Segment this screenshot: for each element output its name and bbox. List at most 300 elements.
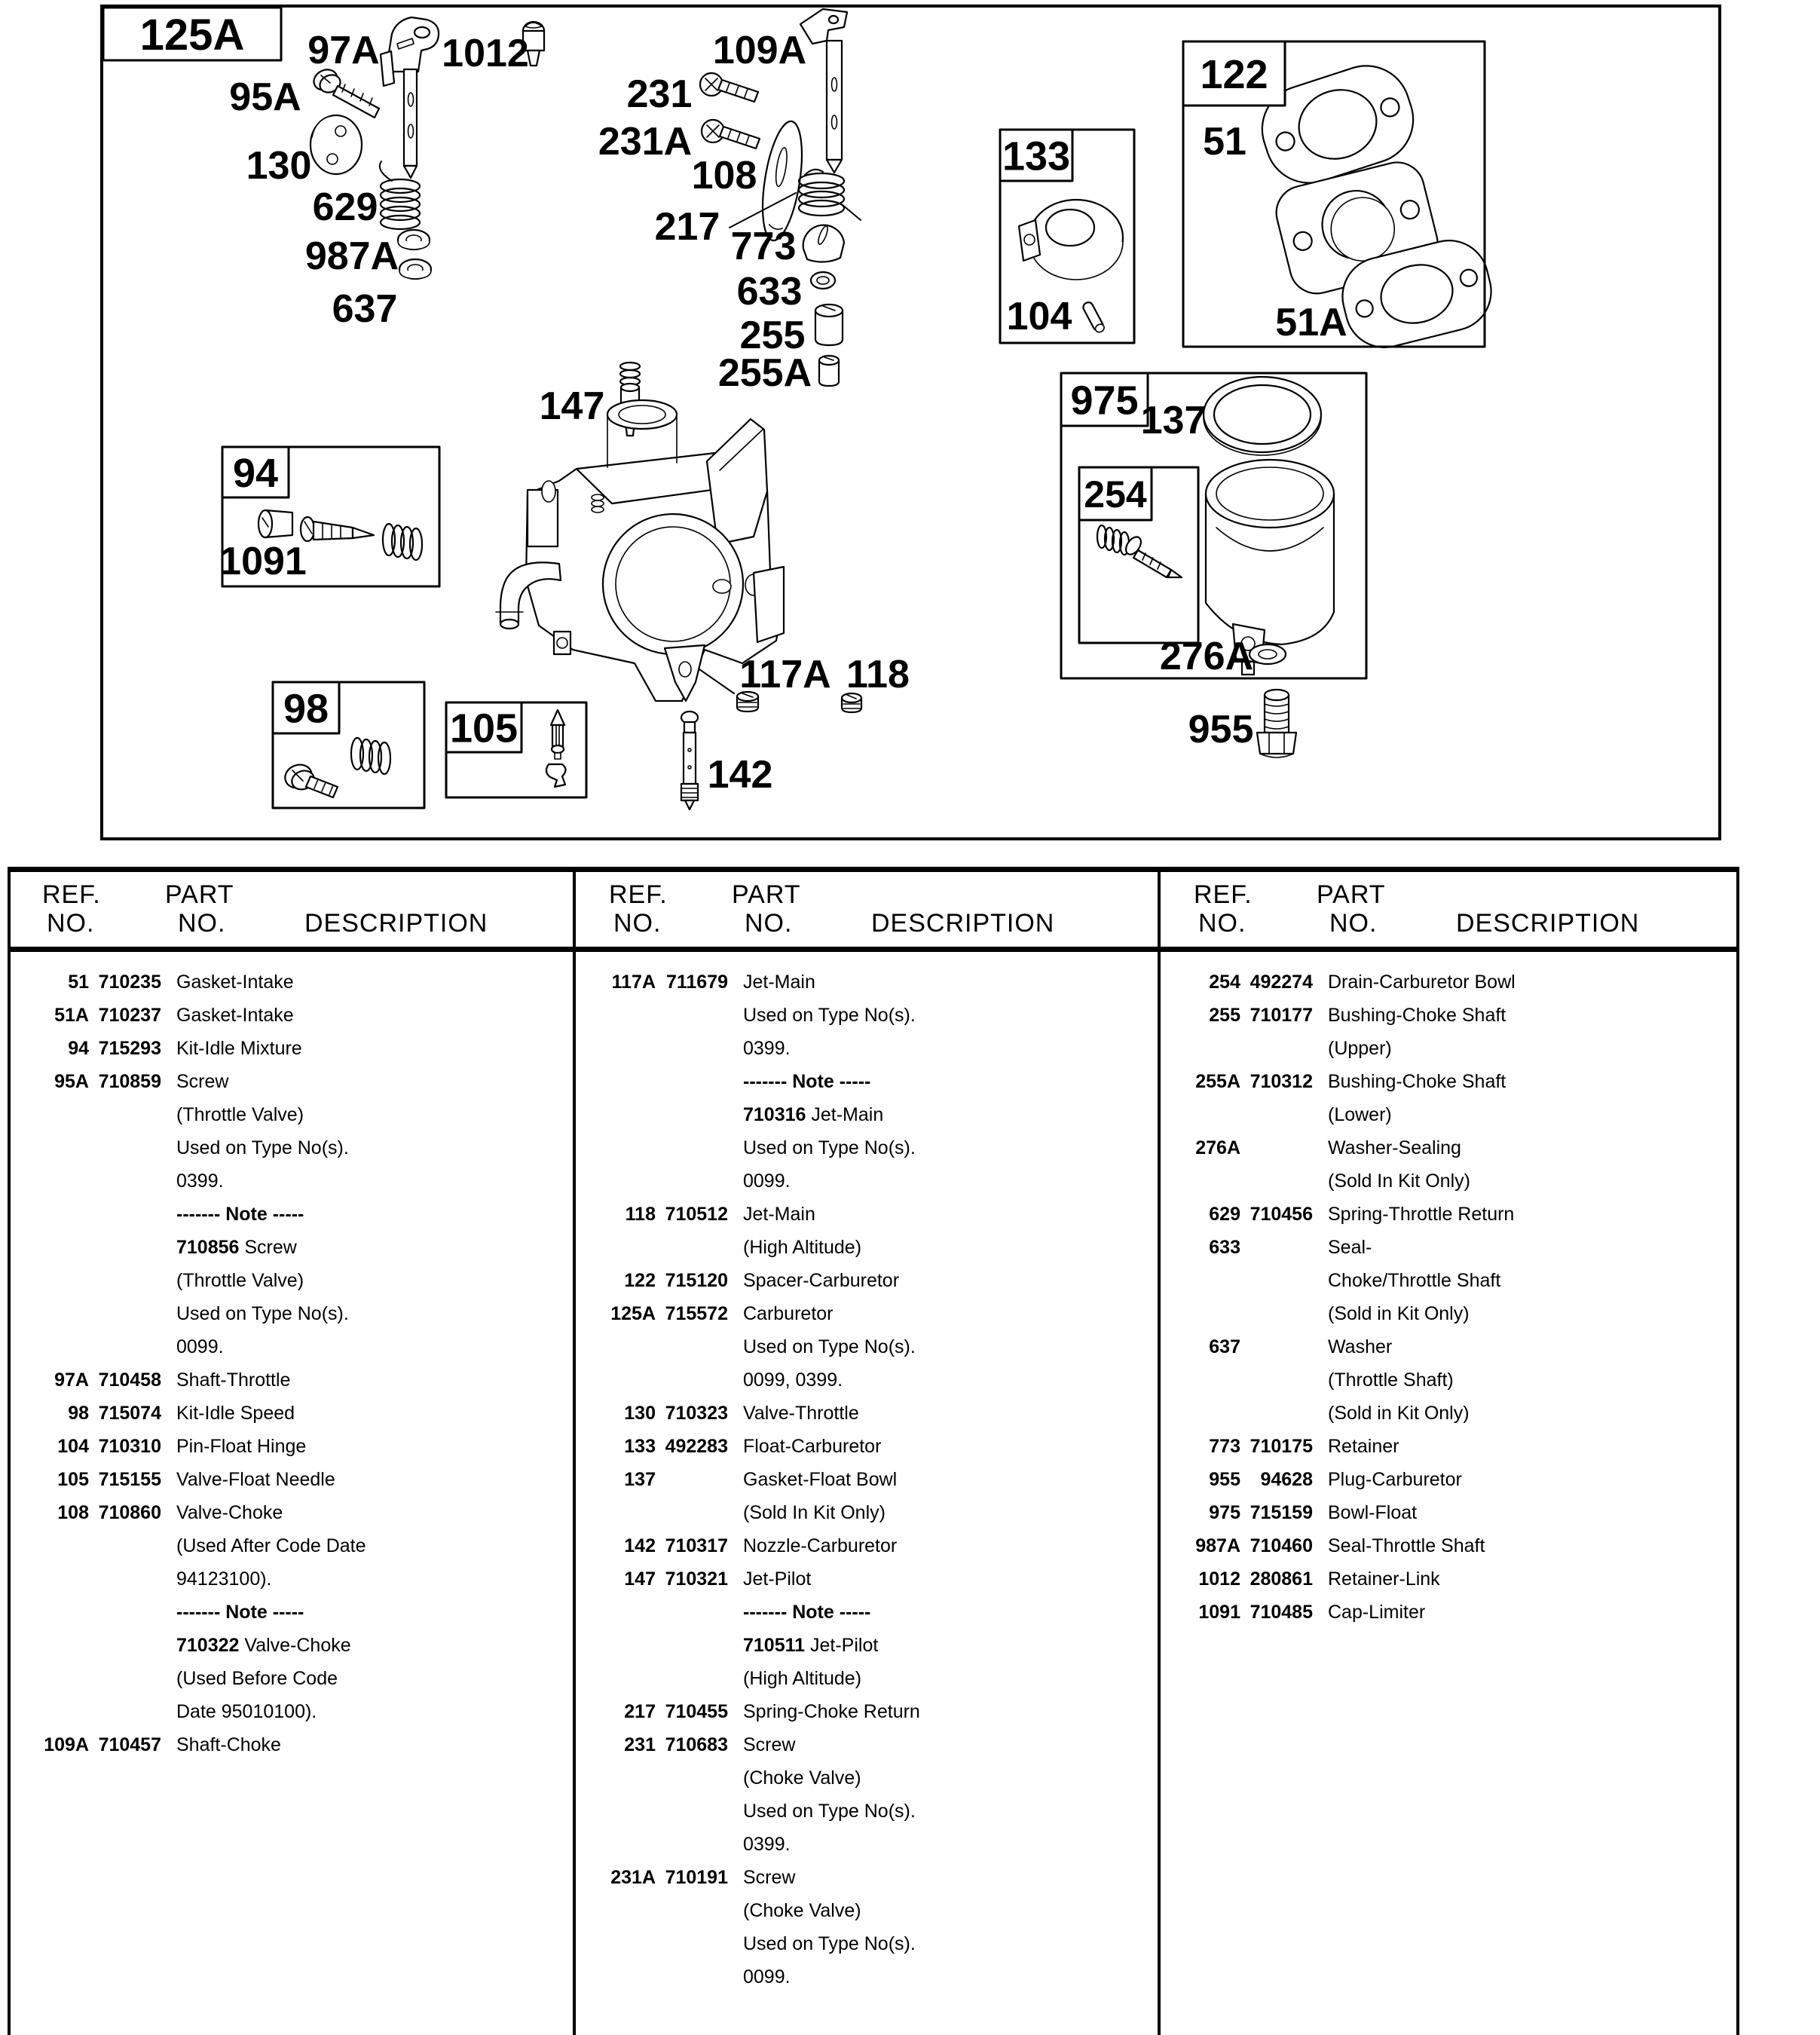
part-no: 710457 xyxy=(98,1734,161,1755)
table-right-border xyxy=(1736,867,1739,2035)
table-row xyxy=(11,1728,571,1761)
description-bold-segment: 710316 xyxy=(743,1104,812,1125)
description xyxy=(1328,1104,1392,1125)
table-row-continuation xyxy=(11,1164,571,1198)
description xyxy=(1328,1535,1485,1556)
description xyxy=(1328,1038,1392,1059)
description-segment: Used on Type No(s). xyxy=(743,1137,916,1158)
table-row-continuation xyxy=(11,1198,571,1231)
box-label-94: 94 xyxy=(232,450,279,496)
description xyxy=(1328,1369,1454,1391)
carburetor-plug-drawing xyxy=(1257,690,1296,757)
table-row-continuation xyxy=(1162,1032,1723,1065)
table-row xyxy=(1162,1198,1723,1231)
callout-label-255: 255 xyxy=(739,314,806,357)
description xyxy=(1328,1204,1514,1225)
description-segment: Retainer xyxy=(1328,1436,1399,1457)
description xyxy=(176,1270,304,1291)
table-row-continuation xyxy=(1162,1264,1723,1297)
description-segment: Valve-Choke xyxy=(244,1635,351,1656)
table-row xyxy=(577,1198,1138,1231)
table-row-continuation xyxy=(11,1629,571,1662)
ref-no: 133 xyxy=(624,1436,656,1457)
description-segment: Spacer-Carburetor xyxy=(743,1270,900,1291)
description xyxy=(176,1303,349,1324)
part-no: 711679 xyxy=(665,972,728,993)
table-row xyxy=(577,1728,1138,1761)
table-row-continuation xyxy=(577,1098,1138,1131)
float-needle-valve-drawing xyxy=(546,710,566,787)
description xyxy=(176,1436,306,1457)
description-segment: (Throttle Valve) xyxy=(176,1270,304,1291)
table-row xyxy=(1162,1562,1723,1596)
callout-label-276A: 276A xyxy=(1159,635,1254,678)
table-row xyxy=(1162,1496,1723,1529)
description-segment: (Sold In Kit Only) xyxy=(1328,1171,1470,1192)
callout-label-1012: 1012 xyxy=(442,32,529,75)
box-label-105: 105 xyxy=(449,705,518,751)
part-no: 710485 xyxy=(1250,1602,1313,1623)
description-segment: 0399. xyxy=(176,1171,224,1192)
throttle-shaft-seal-drawing xyxy=(398,230,431,279)
choke-return-spring-drawing xyxy=(799,170,861,220)
description-segment: 94123100). xyxy=(176,1568,272,1590)
description xyxy=(1328,1071,1506,1092)
description-segment: Kit-Idle Speed xyxy=(176,1403,295,1424)
table-row xyxy=(1162,1529,1723,1562)
description-segment: Jet-Main xyxy=(811,1104,884,1125)
description-segment: Bowl-Float xyxy=(1328,1502,1418,1523)
part-no: 94628 xyxy=(1260,1469,1313,1490)
ref-no: 975 xyxy=(1209,1502,1240,1523)
table-row-continuation xyxy=(11,1330,571,1363)
description-segment: Used on Type No(s). xyxy=(743,1801,916,1822)
description-bold-segment: ------- Note ----- xyxy=(743,1071,871,1092)
ref-no: 95A xyxy=(54,1071,89,1092)
part-no: 492283 xyxy=(665,1436,728,1457)
description xyxy=(1328,1171,1470,1192)
table-row xyxy=(577,1297,1138,1330)
description xyxy=(743,1237,861,1258)
part-no: 710177 xyxy=(1250,1005,1313,1026)
idle-speed-kit-drawing xyxy=(282,738,390,797)
table-row-continuation xyxy=(577,1164,1138,1198)
header-ref1-col1: REF. xyxy=(42,880,101,909)
description xyxy=(743,1801,916,1822)
ref-no: 51 xyxy=(68,972,89,993)
description xyxy=(743,1204,815,1225)
description-bold-segment: ------- Note ----- xyxy=(176,1204,304,1225)
ref-no: 94 xyxy=(68,1038,89,1059)
choke-valve-screw-231a-drawing xyxy=(702,120,760,148)
table-row xyxy=(577,1463,1138,1496)
part-no: 710310 xyxy=(98,1436,161,1457)
description-segment: Gasket-Float Bowl xyxy=(743,1469,898,1490)
table-row xyxy=(11,1065,571,1098)
ref-no: 1091 xyxy=(1198,1602,1240,1623)
ref-no: 637 xyxy=(1209,1336,1240,1357)
table-row xyxy=(11,1397,571,1430)
callout-label-773: 773 xyxy=(730,225,797,268)
box-label-975: 975 xyxy=(1070,378,1139,424)
description xyxy=(176,1502,283,1523)
ref-no: 255 xyxy=(1209,1005,1240,1026)
table-row xyxy=(1162,1463,1723,1496)
table-row-continuation xyxy=(577,1131,1138,1164)
ref-no: 231 xyxy=(624,1734,656,1755)
description-segment: Seal-Throttle Shaft xyxy=(1328,1535,1485,1556)
table-row-continuation xyxy=(11,1662,571,1695)
table-column-2 xyxy=(577,965,1138,1994)
callout-label-142: 142 xyxy=(707,753,773,797)
description-segment: (Choke Valve) xyxy=(743,1900,861,1921)
description xyxy=(743,1966,791,1988)
description-segment: Bushing-Choke Shaft xyxy=(1328,1071,1506,1092)
table-row-continuation xyxy=(11,1529,571,1562)
description xyxy=(176,1171,224,1192)
description-segment: Washer xyxy=(1328,1336,1393,1357)
table-row-continuation xyxy=(11,1562,571,1596)
description-segment: Nozzle-Carburetor xyxy=(743,1535,898,1556)
part-no: 710191 xyxy=(665,1867,728,1888)
callout-label-629: 629 xyxy=(312,185,378,229)
header-ref1-col2: REF. xyxy=(609,880,668,909)
description-segment: Jet-Main xyxy=(743,972,815,993)
choke-throttle-shaft-seal-drawing xyxy=(811,272,835,289)
description xyxy=(743,972,815,993)
ref-no: 231A xyxy=(610,1867,656,1888)
header-part1-col2: PART xyxy=(732,880,801,909)
table-row xyxy=(577,1695,1138,1728)
table-row-continuation xyxy=(1162,1297,1723,1330)
description-bold-segment: 710856 xyxy=(176,1237,245,1258)
header-part1-col3: PART xyxy=(1317,880,1386,909)
description-segment: Jet-Pilot xyxy=(743,1568,812,1590)
sealing-washer-drawing xyxy=(1250,644,1286,664)
description xyxy=(743,1403,859,1424)
callout-label-109A: 109A xyxy=(712,29,807,72)
part-no: 715572 xyxy=(665,1303,728,1324)
description-segment: Drain-Carburetor Bowl xyxy=(1328,972,1516,993)
description-segment: Retainer-Link xyxy=(1328,1568,1440,1590)
table-top-border xyxy=(8,867,1739,872)
table-row-continuation xyxy=(1162,1363,1723,1397)
ref-no: 108 xyxy=(57,1502,89,1523)
description xyxy=(176,972,294,993)
header-ref2-col2: NO. xyxy=(613,909,662,938)
table-row xyxy=(1162,965,1723,999)
callout-label-987A: 987A xyxy=(304,234,399,278)
description xyxy=(743,1038,791,1059)
part-no: 492274 xyxy=(1250,972,1313,993)
part-no: 710860 xyxy=(98,1502,161,1523)
description xyxy=(743,1005,916,1026)
table-row-continuation xyxy=(11,1695,571,1728)
description xyxy=(176,1734,281,1755)
throttle-shaft-drawing xyxy=(381,17,439,178)
part-no: 710175 xyxy=(1250,1436,1313,1457)
description xyxy=(743,1336,916,1357)
description-segment: (High Altitude) xyxy=(743,1237,862,1258)
header-ref2-col3: NO. xyxy=(1198,909,1246,938)
description xyxy=(176,1602,304,1623)
table-row-continuation xyxy=(11,1231,571,1264)
description xyxy=(1328,1502,1417,1523)
table-row-continuation xyxy=(577,1761,1138,1795)
header-desc-col3: DESCRIPTION xyxy=(1456,909,1640,938)
box-label-98: 98 xyxy=(283,686,329,732)
choke-valve-screw-231-drawing xyxy=(700,73,758,102)
part-no: 710323 xyxy=(665,1403,728,1424)
description xyxy=(176,1204,304,1225)
description xyxy=(176,1071,228,1092)
table-row-continuation xyxy=(577,1231,1138,1264)
part-no: 710321 xyxy=(665,1568,728,1590)
description xyxy=(176,1535,366,1556)
description xyxy=(1328,1270,1500,1291)
description-segment: Screw xyxy=(244,1237,297,1258)
description-segment: 0099, 0399. xyxy=(743,1369,843,1391)
description xyxy=(176,1369,290,1391)
description-segment: 0099. xyxy=(176,1336,224,1357)
ref-no: 276A xyxy=(1195,1137,1240,1158)
table-row xyxy=(577,1861,1138,1894)
callout-label-633: 633 xyxy=(736,270,803,314)
ref-no: 51A xyxy=(54,1005,89,1026)
description-segment: (Lower) xyxy=(1328,1104,1392,1125)
description xyxy=(743,1104,883,1125)
description xyxy=(1328,1137,1461,1158)
description xyxy=(1328,1469,1462,1490)
description xyxy=(743,1867,795,1888)
table-row-continuation xyxy=(577,1795,1138,1828)
float-bowl-gasket-drawing xyxy=(1204,377,1321,455)
description-segment: Used on Type No(s). xyxy=(743,1005,916,1026)
ref-no: 130 xyxy=(624,1403,656,1424)
callout-label-147: 147 xyxy=(539,384,605,428)
box-label-122: 122 xyxy=(1200,51,1268,97)
description xyxy=(1328,1568,1440,1590)
description xyxy=(743,1436,881,1457)
description xyxy=(743,1734,795,1755)
table-row-continuation xyxy=(577,1065,1138,1098)
description-segment: Spring-Choke Return xyxy=(743,1701,920,1722)
description xyxy=(176,1568,272,1590)
ref-no: 1012 xyxy=(1198,1568,1240,1590)
part-no: 710317 xyxy=(665,1535,728,1556)
description-segment: Used on Type No(s). xyxy=(176,1303,349,1324)
description-segment: Used on Type No(s). xyxy=(743,1933,916,1954)
ref-no: 254 xyxy=(1209,972,1240,993)
description-segment: Screw xyxy=(743,1867,796,1888)
description xyxy=(176,1038,302,1059)
table-row xyxy=(1162,999,1723,1032)
table-row-continuation xyxy=(11,1596,571,1629)
ref-no: 773 xyxy=(1209,1436,1240,1457)
description-bold-segment: 710322 xyxy=(176,1635,245,1656)
ref-no: 955 xyxy=(1209,1469,1240,1490)
part-no: 715074 xyxy=(98,1403,161,1424)
table-row-continuation xyxy=(11,1098,571,1131)
description xyxy=(743,1767,861,1789)
choke-shaft-bushing-upper-drawing xyxy=(815,304,843,345)
ref-no: 125A xyxy=(610,1303,656,1324)
table-row-continuation xyxy=(577,1596,1138,1629)
part-no: 710512 xyxy=(665,1204,728,1225)
description-segment: (Sold in Kit Only) xyxy=(1328,1303,1470,1324)
description-bold-segment: ------- Note ----- xyxy=(176,1602,304,1623)
carburetor-float-drawing xyxy=(1019,200,1123,280)
callout-label-217: 217 xyxy=(654,205,720,249)
table-row-continuation xyxy=(577,999,1138,1032)
ref-no: 109A xyxy=(44,1734,89,1755)
table-row xyxy=(577,1397,1138,1430)
description xyxy=(176,1104,304,1125)
table-row xyxy=(11,999,571,1032)
callout-label-130: 130 xyxy=(246,144,312,188)
exploded-parts-diagram xyxy=(0,0,1820,848)
table-row-continuation xyxy=(577,1363,1138,1397)
description-segment: Pin-Float Hinge xyxy=(176,1436,307,1457)
table-row-continuation xyxy=(577,1496,1138,1529)
description xyxy=(743,1071,870,1092)
ref-no: 147 xyxy=(624,1568,656,1590)
header-ref2-col1: NO. xyxy=(47,909,95,938)
description xyxy=(743,1568,811,1590)
description-segment: Valve-Float Needle xyxy=(176,1469,335,1490)
callout-label-231A: 231A xyxy=(598,120,693,164)
description-segment: Kit-Idle Mixture xyxy=(176,1038,302,1059)
table-row-continuation xyxy=(11,1297,571,1330)
table-row-continuation xyxy=(577,1662,1138,1695)
table-row xyxy=(1162,1430,1723,1463)
choke-shaft-bushing-lower-drawing xyxy=(819,356,839,386)
box-label-133: 133 xyxy=(1002,133,1071,179)
description-segment: Jet-Pilot xyxy=(810,1635,879,1656)
box-label-254: 254 xyxy=(1084,473,1147,516)
callout-label-255A: 255A xyxy=(717,351,812,395)
description xyxy=(743,1270,899,1291)
table-row xyxy=(11,1430,571,1463)
description xyxy=(743,1502,886,1523)
description xyxy=(176,1701,317,1722)
description-bold-segment: 710511 xyxy=(743,1635,810,1656)
description xyxy=(1328,1303,1470,1324)
description xyxy=(1328,1403,1470,1424)
description xyxy=(1328,1602,1425,1623)
part-no: 710237 xyxy=(98,1005,161,1026)
header-ref1-col3: REF. xyxy=(1194,880,1253,909)
table-divider-2 xyxy=(1158,867,1161,2035)
description xyxy=(743,1668,861,1689)
description xyxy=(743,1469,897,1490)
ref-no: 98 xyxy=(68,1403,89,1424)
callout-label-104: 104 xyxy=(1006,295,1072,338)
part-no: 710455 xyxy=(665,1701,728,1722)
callout-label-137: 137 xyxy=(1140,399,1207,442)
callout-117a-leader-line xyxy=(699,669,734,693)
throttle-valve-disc-drawing xyxy=(310,115,362,174)
ref-no: 105 xyxy=(57,1469,89,1490)
description xyxy=(743,1303,834,1324)
callout-label-108: 108 xyxy=(691,154,757,197)
description-segment: 0399. xyxy=(743,1038,791,1059)
part-no: 715159 xyxy=(1250,1502,1313,1523)
ref-no: 122 xyxy=(624,1270,656,1291)
table-row xyxy=(577,1430,1138,1463)
description-segment: (High Altitude) xyxy=(743,1668,862,1689)
description-segment: Carburetor xyxy=(743,1303,834,1324)
callout-label-51A: 51A xyxy=(1275,301,1347,344)
description-segment: Jet-Main xyxy=(743,1204,815,1225)
description xyxy=(743,1369,843,1391)
description-segment: Spring-Throttle Return xyxy=(1328,1204,1515,1225)
description-segment: (Used Before Code xyxy=(176,1668,338,1689)
table-row xyxy=(11,1363,571,1397)
description-segment: (Throttle Valve) xyxy=(176,1104,304,1125)
description xyxy=(176,1336,224,1357)
description-bold-segment: ------- Note ----- xyxy=(743,1602,871,1623)
table-row-continuation xyxy=(577,1330,1138,1363)
description-segment: Shaft-Choke xyxy=(176,1734,281,1755)
ref-no: 217 xyxy=(624,1701,656,1722)
description-segment: (Upper) xyxy=(1328,1038,1392,1059)
part-no: 715120 xyxy=(665,1270,728,1291)
table-row xyxy=(1162,1330,1723,1363)
description xyxy=(176,1005,294,1026)
part-no: 710683 xyxy=(665,1734,728,1755)
description-segment: Shaft-Throttle xyxy=(176,1369,291,1391)
callout-label-231: 231 xyxy=(626,72,693,116)
callout-label-1091: 1091 xyxy=(219,540,307,583)
header-part1-col1: PART xyxy=(165,880,234,909)
table-row xyxy=(11,1463,571,1496)
table-row-continuation xyxy=(577,1927,1138,1960)
description xyxy=(743,1933,916,1954)
table-row-continuation xyxy=(577,1894,1138,1927)
description-segment: Gasket-Intake xyxy=(176,972,294,993)
header-desc-col2: DESCRIPTION xyxy=(871,909,1055,938)
description-segment: Plug-Carburetor xyxy=(1328,1469,1462,1490)
description xyxy=(743,1701,920,1722)
part-no: 715155 xyxy=(98,1469,161,1490)
ref-no: 142 xyxy=(624,1535,656,1556)
part-no: 710460 xyxy=(1250,1535,1313,1556)
header-part2-col1: NO. xyxy=(178,909,226,938)
table-row-continuation xyxy=(1162,1098,1723,1131)
description xyxy=(176,1237,297,1258)
description-segment: Washer-Sealing xyxy=(1328,1137,1461,1158)
table-row-continuation xyxy=(577,1828,1138,1861)
table-row-continuation xyxy=(577,1960,1138,1994)
description-segment: Choke/Throttle Shaft xyxy=(1328,1270,1501,1291)
table-row xyxy=(11,965,571,999)
description-segment: Date 95010100). xyxy=(176,1701,317,1722)
description xyxy=(176,1469,335,1490)
table-divider-1 xyxy=(573,867,576,2035)
box-label-125A: 125A xyxy=(139,10,245,60)
description-segment: 0399. xyxy=(743,1834,791,1855)
table-row xyxy=(1162,1231,1723,1264)
table-column-3 xyxy=(1162,965,1723,1629)
part-no: 710458 xyxy=(98,1369,161,1391)
choke-shaft-drawing xyxy=(800,9,847,173)
ref-no: 117A xyxy=(611,972,656,993)
description xyxy=(176,1668,338,1689)
description xyxy=(743,1535,897,1556)
description xyxy=(1328,1005,1506,1026)
part-no: 715293 xyxy=(98,1038,161,1059)
